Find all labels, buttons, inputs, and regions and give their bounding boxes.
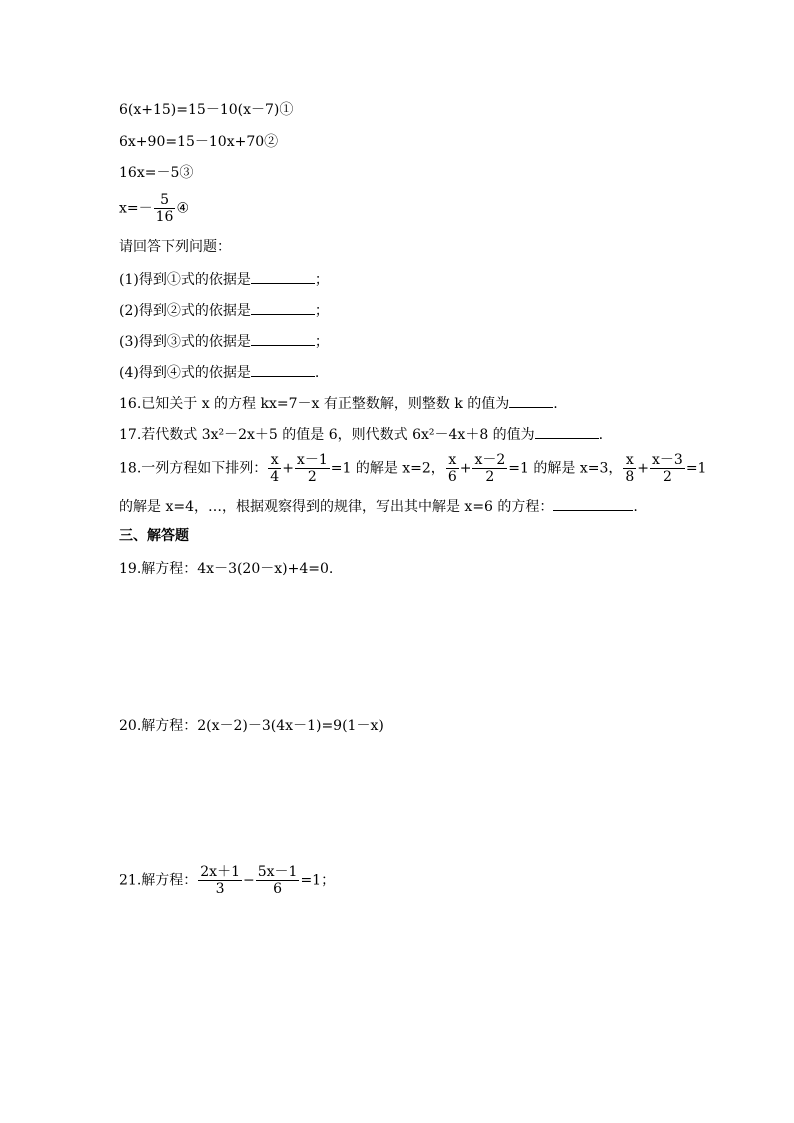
sub-question-2 <box>119 300 329 320</box>
step-4 <box>119 192 189 225</box>
numerator: 5x－1 <box>257 864 298 880</box>
sub-question-1 <box>119 269 329 289</box>
question-18-end: . <box>633 499 638 515</box>
fraction <box>623 452 636 485</box>
sub-question-3-text: (3)得到③式的依据是 <box>119 334 251 350</box>
question-18-line-2 <box>119 496 638 516</box>
fraction <box>268 452 281 485</box>
numerator: x <box>623 452 636 469</box>
answer-blank[interactable] <box>251 331 315 346</box>
sub-question-3-end: ； <box>314 334 329 350</box>
answer-blank[interactable] <box>535 424 599 439</box>
step-4-fraction <box>154 192 176 225</box>
step-4-prefix: x=－ <box>119 200 153 217</box>
step-1: 6(x+15)=15－10(x－7)① <box>119 102 294 118</box>
numerator: 2x＋1 <box>200 864 240 880</box>
sub-question-2-text: (2)得到②式的依据是 <box>119 303 251 319</box>
equation-1-rest: =1 的解是 x=2， <box>330 460 445 477</box>
denominator: 2 <box>662 469 672 485</box>
fraction <box>446 452 459 485</box>
question-21-rest: =1； <box>300 872 336 889</box>
step-2: 6x+90=15－10x+70② <box>119 134 279 150</box>
numerator: x－2 <box>474 452 506 468</box>
section-heading: 三、解答题 <box>119 528 189 544</box>
sub-question-1-end: ； <box>314 272 329 288</box>
step-4-suffix: ④ <box>176 200 190 217</box>
numerator: x－3 <box>652 452 683 468</box>
answer-blank[interactable] <box>509 393 553 408</box>
question-21-prefix: 21.解方程： <box>119 872 198 889</box>
denominator: 2 <box>485 469 495 485</box>
fraction <box>650 452 685 485</box>
plus-sign: + <box>282 460 294 477</box>
numerator: x－1 <box>296 452 328 468</box>
question-prompt: 请回答下列问题： <box>119 239 231 255</box>
sub-question-2-end: ； <box>314 303 329 319</box>
question-21 <box>119 864 335 897</box>
answer-blank[interactable] <box>251 300 315 315</box>
step-4-numerator: 5 <box>154 192 176 209</box>
step-4-denominator: 16 <box>155 209 174 225</box>
question-19: 19.解方程：4x－3(20－x)+4=0. <box>119 561 334 577</box>
denominator: 4 <box>270 469 280 485</box>
fraction <box>295 452 330 485</box>
sub-question-4-end: . <box>314 365 320 381</box>
sub-question-3 <box>119 331 329 351</box>
question-16 <box>119 393 558 413</box>
answer-blank[interactable] <box>553 496 633 511</box>
fraction <box>198 864 242 897</box>
denominator: 6 <box>273 881 283 897</box>
equation-3-rest: =1 <box>685 460 707 477</box>
fraction <box>256 864 300 897</box>
question-16-end: . <box>553 396 558 412</box>
fraction <box>472 452 507 485</box>
sub-question-1-text: (1)得到①式的依据是 <box>119 272 251 288</box>
answer-blank[interactable] <box>251 362 315 377</box>
question-17-text: 17.若代数式 3x²－2x＋5 的值是 6，则代数式 6x²－4x＋8 的值为 <box>119 427 535 443</box>
minus-sign: − <box>242 872 255 889</box>
answer-blank[interactable] <box>251 269 315 284</box>
question-20: 20.解方程：2(x－2)－3(4x－1)=9(1－x) <box>119 718 384 734</box>
sub-question-4-text: (4)得到④式的依据是 <box>119 365 251 381</box>
numerator: x <box>446 452 459 469</box>
sub-question-4 <box>119 362 319 382</box>
question-17-end: . <box>598 427 604 443</box>
plus-sign: + <box>459 460 472 477</box>
question-17 <box>119 424 603 444</box>
question-18-line-1 <box>119 452 706 485</box>
equation-2-rest: =1 的解是 x=3， <box>508 460 623 477</box>
step-3: 16x=－5③ <box>119 165 194 181</box>
denominator: 8 <box>625 469 635 485</box>
denominator: 6 <box>447 469 457 485</box>
denominator: 3 <box>215 881 225 897</box>
question-18-prefix: 18.一列方程如下排列： <box>119 460 268 477</box>
plus-sign: + <box>637 460 650 477</box>
numerator: x <box>268 452 281 469</box>
question-16-text: 16.已知关于 x 的方程 kx=7－x 有正整数解，则整数 k 的值为 <box>119 396 510 412</box>
question-18-line-2-text: 的解是 x=4，…，根据观察得到的规律，写出其中解是 x=6 的方程： <box>119 499 554 515</box>
denominator: 2 <box>307 469 317 485</box>
